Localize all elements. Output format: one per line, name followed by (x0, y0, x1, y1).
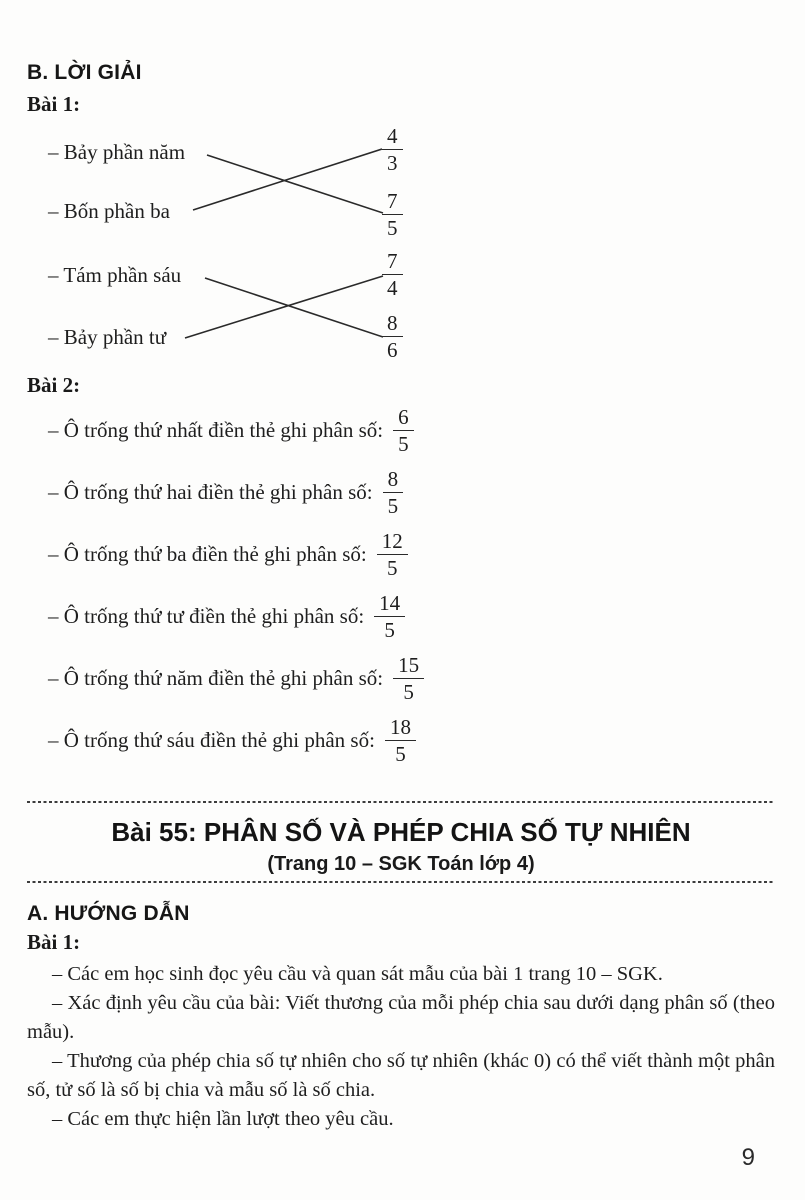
match-line (185, 276, 383, 338)
fraction (385, 716, 416, 765)
fraction-denominator: 5 (387, 555, 398, 580)
bai2-label: Bài 2: (27, 373, 81, 397)
fraction-numerator: 12 (377, 530, 408, 555)
lesson-subtitle: (Trang 10 – SGK Toán lớp 4) (267, 853, 535, 875)
fraction-numerator: 8 (383, 468, 404, 493)
fraction-denominator: 5 (395, 741, 406, 766)
paragraph: – Các em thực hiện lần lượt theo yêu cầu. (52, 1108, 394, 1130)
section-b-heading: B. LỜI GIẢI (27, 61, 142, 84)
list-item (48, 715, 775, 765)
fraction-numerator: 4 (382, 125, 403, 150)
fraction-denominator: 5 (387, 216, 398, 240)
fraction-denominator: 4 (387, 276, 398, 300)
fraction-numerator: 8 (382, 312, 403, 337)
fraction-numerator: 15 (393, 654, 424, 679)
bai1-label: Bài 1: (27, 92, 81, 116)
answer-text: – Ô trống thứ năm điền thẻ ghi phân số: (48, 665, 384, 690)
answer-text: – Ô trống thứ nhất điền thẻ ghi phân số: (48, 417, 384, 442)
dashed-divider (27, 801, 775, 803)
fraction (383, 468, 404, 517)
fraction-numerator: 6 (393, 406, 414, 431)
answer-text: – Ô trống thứ sáu điền thẻ ghi phân số: (48, 727, 375, 752)
list-item (48, 591, 775, 641)
fraction-numerator: 7 (382, 250, 403, 275)
match-line (207, 155, 383, 213)
fraction (393, 406, 414, 455)
dashed-divider (27, 881, 775, 883)
match-line (205, 278, 383, 337)
bai2-answer-list (27, 405, 775, 765)
lesson-header (27, 801, 775, 883)
match-line (193, 149, 382, 210)
fraction-name-label: – Bảy phần tư (48, 325, 167, 349)
answer-text: – Ô trống thứ hai điền thẻ ghi phân số: (48, 479, 373, 504)
fraction-denominator: 3 (387, 151, 398, 175)
matching-diagram (27, 125, 497, 373)
page-number: 9 (741, 1144, 755, 1171)
list-item (48, 653, 775, 703)
fraction (382, 190, 403, 239)
fraction (377, 530, 408, 579)
fraction-denominator: 5 (398, 431, 409, 456)
bai1-guidance-label: Bài 1: (27, 930, 81, 954)
fraction-denominator: 6 (387, 338, 398, 362)
fraction-name-label: – Bảy phần năm (48, 140, 186, 164)
paragraph: – Thương của phép chia số tự nhiên cho số tự nhiên (khác 0) có thể viết thành một phân số, tử số là số bị chia và mẫu số là số chia. (27, 1050, 775, 1101)
answer-text: – Ô trống thứ ba điền thẻ ghi phân số: (48, 541, 367, 566)
fraction-numerator: 18 (385, 716, 416, 741)
list-item (48, 529, 775, 579)
fraction-numerator: 14 (374, 592, 405, 617)
fraction (374, 592, 405, 641)
fraction (393, 654, 424, 703)
fraction (382, 312, 403, 361)
fraction-name-label: – Bốn phần ba (48, 199, 170, 223)
fraction-denominator: 5 (403, 679, 414, 704)
fraction-numerator: 7 (382, 190, 403, 215)
fraction-denominator: 5 (387, 493, 399, 518)
fraction (382, 125, 403, 174)
fraction-name-label: – Tám phần sáu (48, 263, 182, 287)
fraction (382, 250, 403, 299)
guidance-paragraphs (27, 960, 775, 1134)
fraction-denominator: 5 (384, 617, 395, 642)
answer-text: – Ô trống thứ tư điền thẻ ghi phân số: (48, 603, 365, 628)
lesson-title: Bài 55: PHÂN SỐ VÀ PHÉP CHIA SỐ TỰ NHIÊN (111, 817, 691, 847)
list-item (48, 405, 775, 455)
section-a-heading: A. HƯỚNG DẪN (27, 902, 190, 925)
paragraph: – Xác định yêu cầu của bài: Viết thương của mỗi phép chia sau dưới dạng phân số (theo mẫu). (27, 992, 775, 1043)
list-item (48, 467, 775, 517)
paragraph: – Các em học sinh đọc yêu cầu và quan sát mẫu của bài 1 trang 10 – SGK. (52, 963, 663, 985)
